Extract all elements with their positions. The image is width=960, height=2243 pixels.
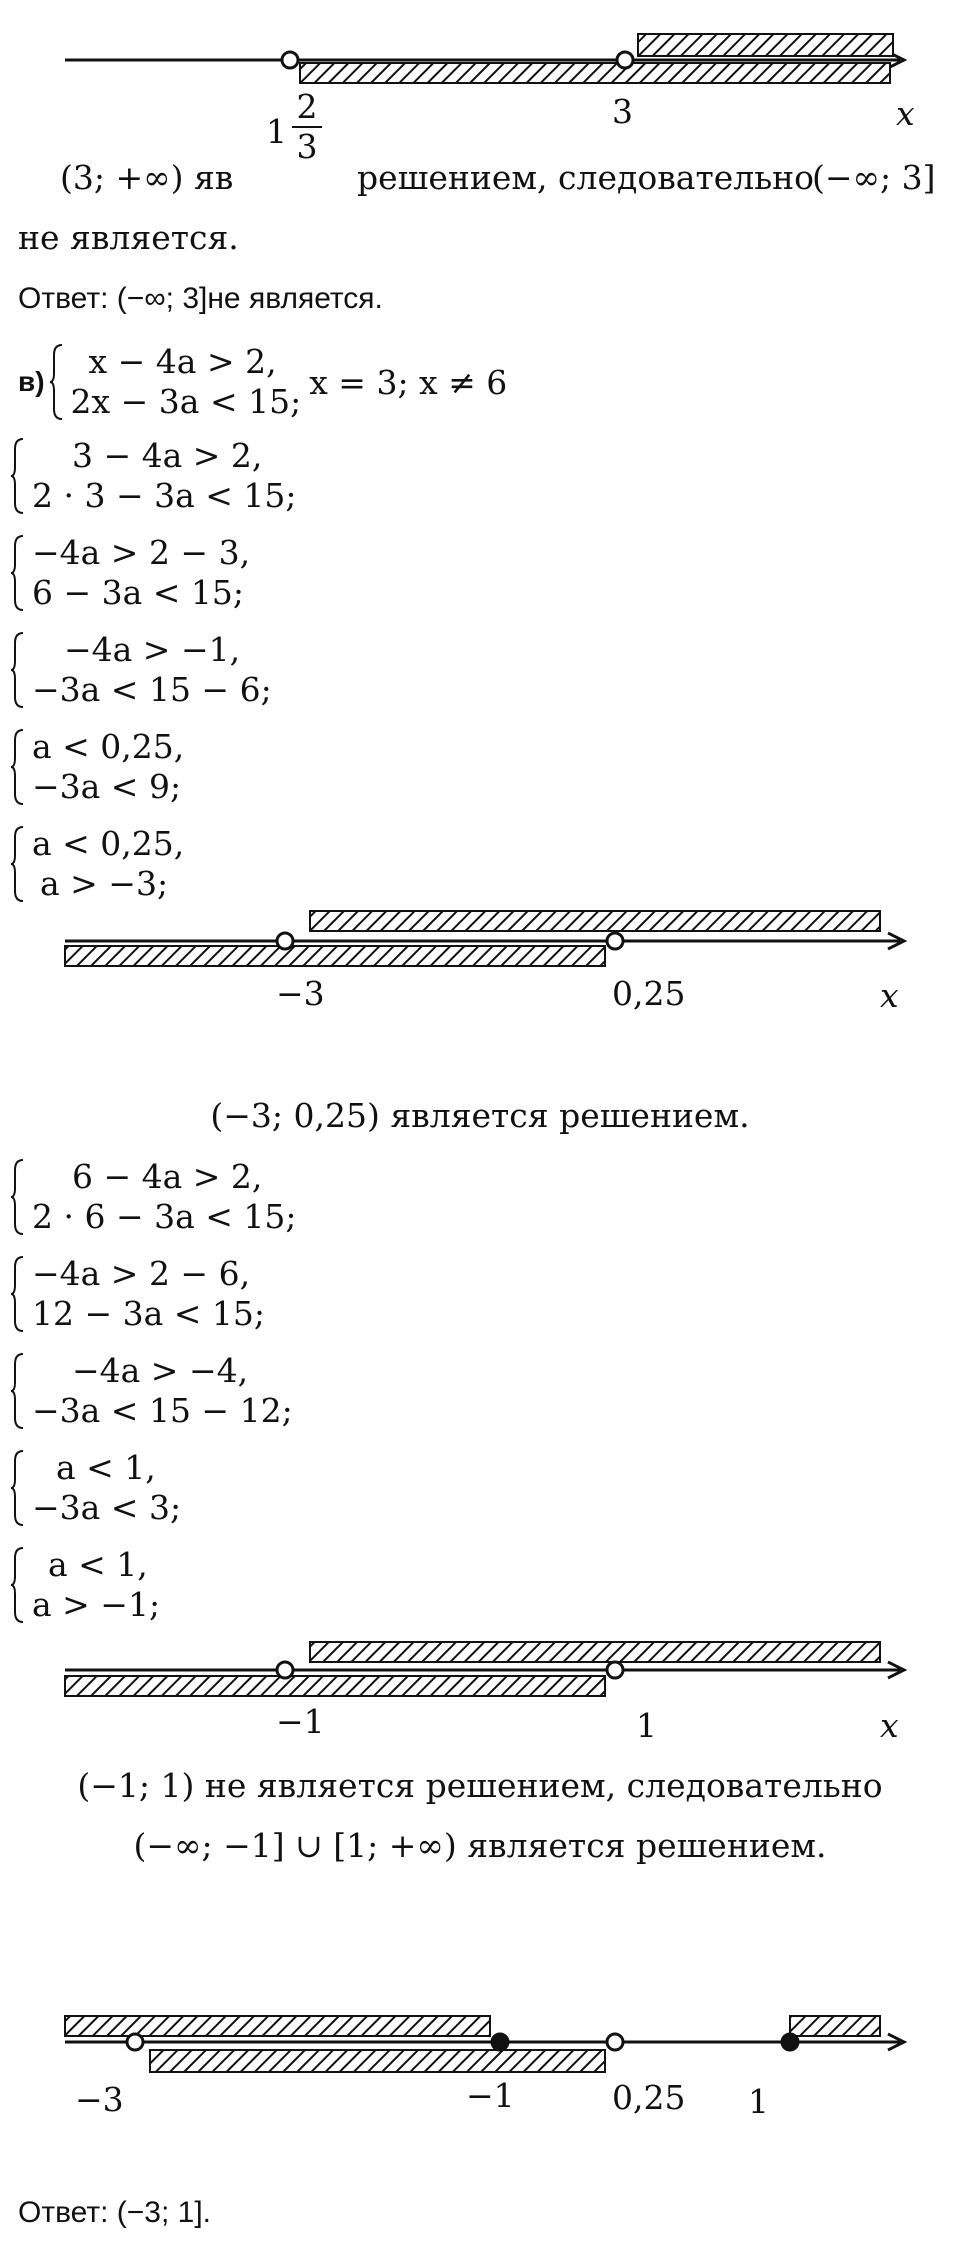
open-point bbox=[617, 52, 633, 68]
brace-icon bbox=[49, 342, 67, 422]
open-point bbox=[282, 52, 298, 68]
system bbox=[10, 1448, 297, 1528]
eq-line: 6 − 4a > 2, bbox=[72, 1157, 263, 1196]
open-point bbox=[607, 2034, 623, 2050]
brace-icon bbox=[10, 1351, 28, 1431]
system bbox=[10, 727, 297, 807]
tick-label: −1 bbox=[466, 2076, 515, 2115]
tick-label: 0,25 bbox=[612, 2078, 686, 2117]
open-point bbox=[607, 933, 623, 949]
open-point bbox=[127, 2034, 143, 2050]
axis-var: x bbox=[880, 1706, 899, 1745]
tick-label: −3 bbox=[75, 2080, 124, 2119]
tick-label: 3 bbox=[612, 92, 633, 131]
open-point bbox=[277, 933, 293, 949]
shade-upper-right bbox=[790, 2016, 880, 2036]
eq-line: a < 0,25, bbox=[32, 824, 185, 863]
number-line-top bbox=[0, 0, 960, 150]
result-text: (−1; 1) не является решением, следовательно bbox=[77, 1766, 883, 1805]
system bbox=[10, 824, 297, 904]
axis-var: x bbox=[896, 94, 915, 133]
closed-point bbox=[782, 2034, 798, 2050]
eq-line: a < 1, bbox=[56, 1448, 156, 1487]
tick-label: 1 bbox=[748, 2082, 769, 2121]
result-text: (−∞; −1] ∪ [1; +∞) является решением. bbox=[133, 1826, 827, 1865]
text-line: решением, следовательно bbox=[357, 158, 815, 197]
brace-icon bbox=[10, 436, 28, 516]
result-text: (−3; 0,25) является решением. bbox=[210, 1096, 750, 1135]
tick-label: −1 bbox=[276, 1702, 325, 1741]
eq-line: a > −3; bbox=[40, 864, 169, 903]
eq-line: a < 0,25, bbox=[32, 727, 185, 766]
eq-line: a > −1; bbox=[32, 1585, 161, 1624]
brace-icon bbox=[10, 1157, 28, 1237]
brace-icon bbox=[10, 1545, 28, 1625]
brace-icon bbox=[10, 1254, 28, 1334]
shade-upper-left bbox=[65, 2016, 490, 2036]
open-point bbox=[277, 1662, 293, 1678]
closed-point bbox=[492, 2034, 508, 2050]
shade-lower bbox=[65, 946, 605, 966]
eq-line: −4a > 2 − 6, bbox=[32, 1254, 251, 1293]
brace-icon bbox=[10, 727, 28, 807]
system bbox=[10, 533, 297, 613]
number-line-2 bbox=[0, 900, 960, 1020]
eq-line: −4a > −4, bbox=[72, 1351, 249, 1390]
eq-line: −3a < 15 − 6; bbox=[32, 670, 272, 709]
axis-var: x bbox=[880, 976, 899, 1015]
shade-lower bbox=[300, 63, 890, 83]
text-line: не является. bbox=[18, 218, 239, 257]
brace-icon bbox=[10, 533, 28, 613]
answer: Ответ: (−∞; 3]не является. bbox=[18, 282, 383, 315]
systems-block-1 bbox=[10, 436, 297, 904]
eq-line: −3a < 9; bbox=[32, 767, 182, 806]
system bbox=[10, 1254, 297, 1334]
shade-upper bbox=[638, 34, 893, 56]
eq-line: x − 4a > 2, bbox=[88, 342, 277, 381]
text-line: (3; +∞) яв bbox=[60, 158, 234, 197]
number-line-3 bbox=[0, 1630, 960, 1740]
tick-label-fraction: 2 3 bbox=[292, 88, 322, 166]
tick-label: −3 bbox=[276, 974, 325, 1013]
eq-line: −3a < 3; bbox=[32, 1488, 182, 1527]
tick-label: 1 bbox=[636, 1706, 657, 1745]
eq-line: 6 − 3a < 15; bbox=[32, 573, 245, 612]
shade-upper bbox=[310, 911, 880, 931]
eq-line: 2 · 6 − 3a < 15; bbox=[32, 1197, 297, 1236]
eq-line: −3a < 15 − 12; bbox=[32, 1391, 293, 1430]
eq-line: 3 − 4a > 2, bbox=[72, 436, 263, 475]
condition: x = 3; x ≠ 6 bbox=[309, 362, 508, 402]
brace-icon bbox=[10, 824, 28, 904]
eq-line: 2 · 3 − 3a < 15; bbox=[32, 476, 297, 515]
part-label: в) bbox=[18, 366, 45, 397]
system bbox=[10, 1545, 297, 1625]
shade-upper bbox=[310, 1642, 880, 1662]
text-line: (−∞; 3] bbox=[812, 158, 936, 197]
brace-icon bbox=[10, 630, 28, 710]
eq-line: 12 − 3a < 15; bbox=[32, 1294, 266, 1333]
brace-icon bbox=[10, 1448, 28, 1528]
system bbox=[10, 630, 297, 710]
shade-lower bbox=[150, 2050, 605, 2072]
final-answer: Ответ: (−3; 1]. bbox=[18, 2196, 211, 2229]
eq-line: 2x − 3a < 15; bbox=[70, 382, 302, 421]
systems-block-2 bbox=[10, 1157, 297, 1625]
system-main bbox=[18, 342, 507, 422]
tick-label-mixed: 1 bbox=[266, 112, 287, 151]
eq-line: a < 1, bbox=[48, 1545, 148, 1584]
open-point bbox=[607, 1662, 623, 1678]
system bbox=[10, 436, 297, 516]
system bbox=[10, 1157, 297, 1237]
system bbox=[10, 1351, 297, 1431]
shade-lower bbox=[65, 1676, 605, 1696]
tick-label: 0,25 bbox=[612, 974, 686, 1013]
eq-line: −4a > −1, bbox=[64, 630, 241, 669]
eq-line: −4a > 2 − 3, bbox=[32, 533, 251, 572]
